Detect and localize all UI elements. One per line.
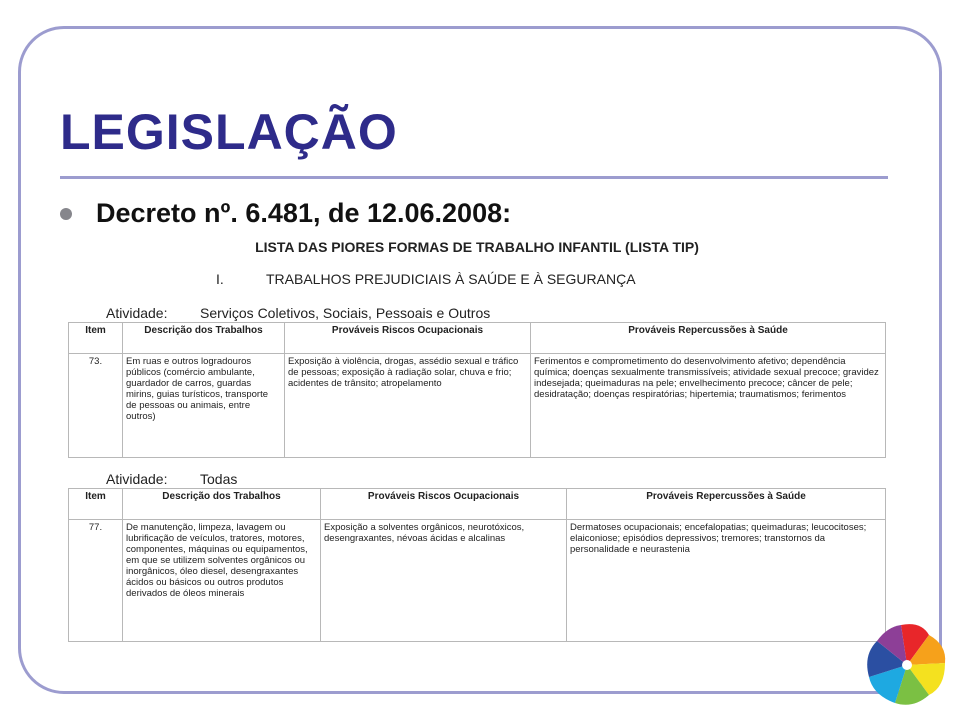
- section-title: TRABALHOS PREJUDICIAIS À SAÚDE E À SEGURANÇA: [266, 271, 636, 287]
- bullet-icon: [60, 208, 72, 220]
- header-descricao: Descrição dos Trabalhos: [123, 489, 321, 520]
- cell-repercussoes: Dermatoses ocupacionais; encefalopatias; queimaduras; leucocitoses; elaiconiose; episódios depressivos; tremores; transtornos da personalidade e neurastenia: [567, 520, 886, 642]
- header-riscos: Prováveis Riscos Ocupacionais: [321, 489, 567, 520]
- risk-table-2: [68, 488, 886, 642]
- header-item: Item: [69, 489, 123, 520]
- slide-title: LEGISLAÇÃO: [60, 104, 398, 160]
- activity-value: Todas: [200, 471, 238, 487]
- section-heading: [216, 270, 636, 288]
- title-divider: [60, 176, 888, 179]
- cell-descricao: Em ruas e outros logradouros públicos (comércio ambulante, guardador de carros, guardas mirins, guias turísticos, transporte de pessoas ou animais, entre outros): [123, 354, 285, 458]
- section-number: I.: [216, 271, 224, 287]
- header-repercussoes: Prováveis Repercussões à Saúde: [531, 323, 886, 354]
- table-header-row: [69, 489, 886, 520]
- document-heading: LISTA DAS PIORES FORMAS DE TRABALHO INFANTIL (LISTA TIP): [255, 239, 699, 255]
- bullet-text: Decreto nº. 6.481, de 12.06.2008:: [96, 198, 512, 228]
- pinwheel-icon: [852, 610, 960, 720]
- header-descricao: Descrição dos Trabalhos: [123, 323, 285, 354]
- cell-riscos: Exposição à violência, drogas, assédio sexual e tráfico de pessoas; exposição à radiação solar, chuva e frio; acidentes de trânsito; atropelamento: [285, 354, 531, 458]
- risk-table-1: [68, 322, 886, 458]
- cell-descricao: De manutenção, limpeza, lavagem ou lubrificação de veículos, tratores, motores, componentes, máquinas ou equipamentos, em que se utilizem solventes orgânicos ou inorgânicos, óleo diesel, desengraxantes ácidos ou básicos ou outros produtos derivados de óleos minerais: [123, 520, 321, 642]
- cell-riscos: Exposição a solventes orgânicos, neurotóxicos, desengraxantes, névoas ácidas e alcalinas: [321, 520, 567, 642]
- table-header-row: [69, 323, 886, 354]
- cell-repercussoes: Ferimentos e comprometimento do desenvolvimento afetivo; dependência química; doenças sexualmente transmissíveis; atividade sexual precoce; gravidez indesejada; queimaduras na pele; envelhecimento precoce; câncer de pele; desidratação; doenças respiratórias; hipertemia; traumatismos; ferimentos: [531, 354, 886, 458]
- activity-line-2: [106, 470, 237, 488]
- header-riscos: Prováveis Riscos Ocupacionais: [285, 323, 531, 354]
- table-row: [69, 520, 886, 642]
- cell-item: 73.: [69, 354, 123, 458]
- header-item: Item: [69, 323, 123, 354]
- table-row: [69, 354, 886, 458]
- activity-label: Atividade:: [106, 305, 168, 321]
- activity-value: Serviços Coletivos, Sociais, Pessoais e Outros: [200, 305, 491, 321]
- activity-line-1: [106, 304, 490, 322]
- decree-excerpt: [66, 230, 888, 648]
- cell-item: 77.: [69, 520, 123, 642]
- header-repercussoes: Prováveis Repercussões à Saúde: [567, 489, 886, 520]
- activity-label: Atividade:: [106, 471, 168, 487]
